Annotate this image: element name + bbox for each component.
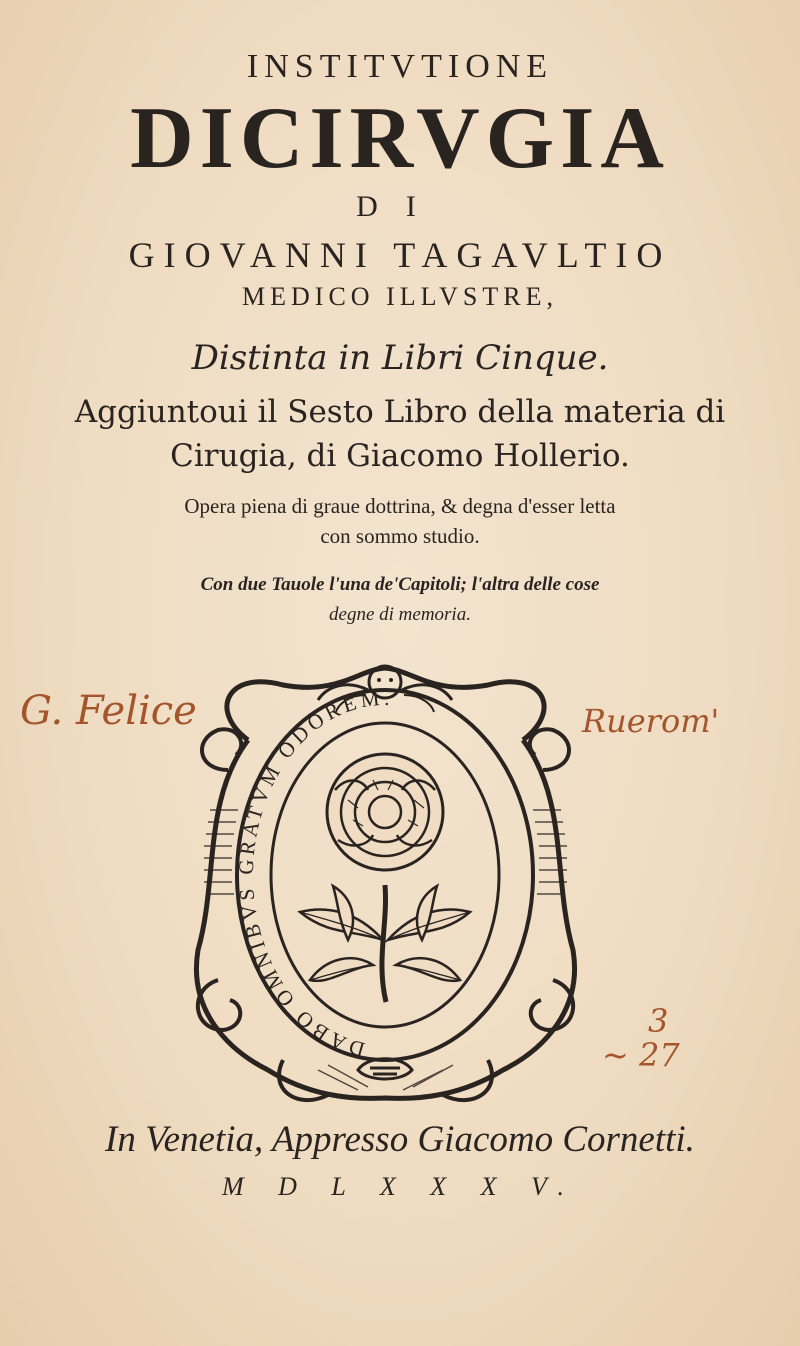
subtitle: Distinta in Libri Cinque.: [191, 338, 609, 378]
title-line-1: INSTITVTIONE: [246, 48, 554, 85]
addition-line-1: Aggiuntoui il Sesto Libro della materia di: [74, 394, 726, 430]
tables-line-1: Con due Tauole l'una de'Capitoli; l'altra delle cose: [200, 574, 600, 595]
author-name: GIOVANNI TAGAVLTIO: [128, 235, 672, 275]
handwritten-signature-left: G. Felice: [20, 688, 197, 734]
imprint: In Venetia, Appresso Giacomo Cornetti.: [105, 1119, 695, 1160]
publication-date: M D L X X X V.: [221, 1172, 579, 1201]
rose-flower: [300, 754, 470, 1002]
tables-line-2: degne di memoria.: [329, 604, 471, 625]
author-title: MEDICO ILLVSTRE,: [242, 282, 558, 311]
handwritten-note-number: 3: [648, 1002, 669, 1040]
handwritten-signature-right: Ruerom': [582, 702, 720, 740]
rose-device-icon: [188, 650, 583, 1115]
addition-line-2: Cirugia, di Giacomo Hollerio.: [170, 438, 630, 474]
device-motto: DABO OMNIBVS GRATVM ODOREM.: [233, 685, 395, 1062]
handwritten-shelf-mark: ~ 27: [602, 1036, 680, 1074]
description-line-1: Opera piena di graue dottrina, & degna d'esser letta: [184, 494, 616, 518]
title-line-3: DI: [356, 190, 444, 223]
main-title: DICIRVGIA: [130, 90, 670, 187]
description-line-2: con sommo studio.: [320, 524, 480, 548]
